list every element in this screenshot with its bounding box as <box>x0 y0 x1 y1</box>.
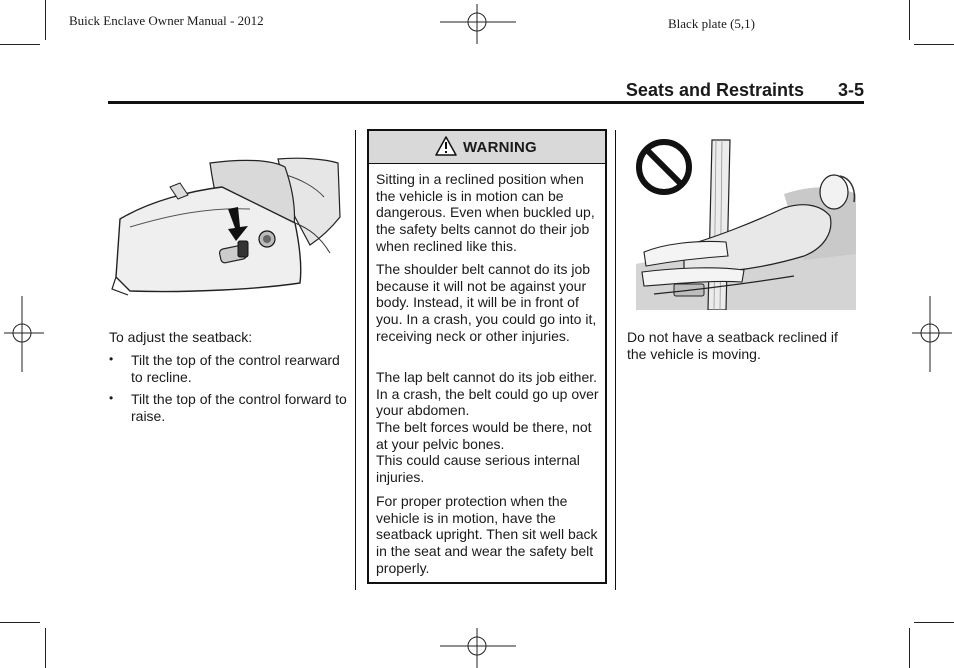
bullet-icon: • <box>109 391 114 405</box>
bullet-text: Tilt the top of the control forward to raise. <box>131 391 347 424</box>
crop-mark <box>909 628 910 668</box>
page-number: 3-5 <box>838 80 865 100</box>
crop-mark <box>909 0 910 40</box>
registration-target-icon <box>912 296 952 372</box>
registration-target-icon <box>440 4 516 44</box>
section-title: Seats and Restraints <box>625 80 804 100</box>
warning-paragraph: Sitting in a reclined position when the vehicle is in motion can be dangerous. Even when buckled up, the safety belts cannot do their job when reclined like this. <box>376 171 595 254</box>
column-divider <box>355 130 356 590</box>
warning-triangle-icon <box>435 136 457 156</box>
bullet-text: Tilt the top of the control rearward to recline. <box>131 352 340 385</box>
warning-paragraph: The lap belt cannot do its job either. In a crash, the belt could go up over your abdomen. <box>376 369 599 419</box>
crop-mark <box>914 44 954 45</box>
crop-mark <box>0 44 40 45</box>
warning-heading: WARNING <box>463 139 537 156</box>
warning-header <box>369 131 605 164</box>
crop-mark <box>45 628 46 668</box>
registration-target-icon <box>4 296 44 372</box>
seat-control-illustration <box>110 157 342 297</box>
plate-label: Black plate (5,1) <box>668 16 755 31</box>
list-item <box>109 391 349 427</box>
crop-mark <box>914 622 954 623</box>
warning-paragraph: This could cause serious internal injuries. <box>376 452 580 485</box>
warning-paragraph: The belt forces would be there, not at your pelvic bones. <box>376 419 592 452</box>
intro-text: To adjust the seatback: <box>109 329 253 345</box>
header-rule <box>108 101 864 104</box>
book-title: Buick Enclave Owner Manual - 2012 <box>69 13 264 28</box>
list-item <box>109 352 349 388</box>
registration-target-icon <box>440 628 516 668</box>
illustration-caption: Do not have a seatback reclined if the vehicle is moving. <box>627 329 838 362</box>
warning-paragraph: For proper protection when the vehicle is in motion, have the seatback upright. Then sit well back in the seat and wear the safety belt properly. <box>376 493 598 576</box>
bullet-icon: • <box>109 352 114 366</box>
crop-mark <box>0 622 40 623</box>
warning-paragraph: The shoulder belt cannot do its job because it will not be against your body. Instead, it will be in front of you. In a crash, you could go into it, receiving neck or other injuries. <box>376 261 597 344</box>
column-divider <box>615 130 616 590</box>
crop-mark <box>45 0 46 40</box>
reclined-passenger-illustration <box>634 134 856 310</box>
warning-box <box>367 129 607 584</box>
